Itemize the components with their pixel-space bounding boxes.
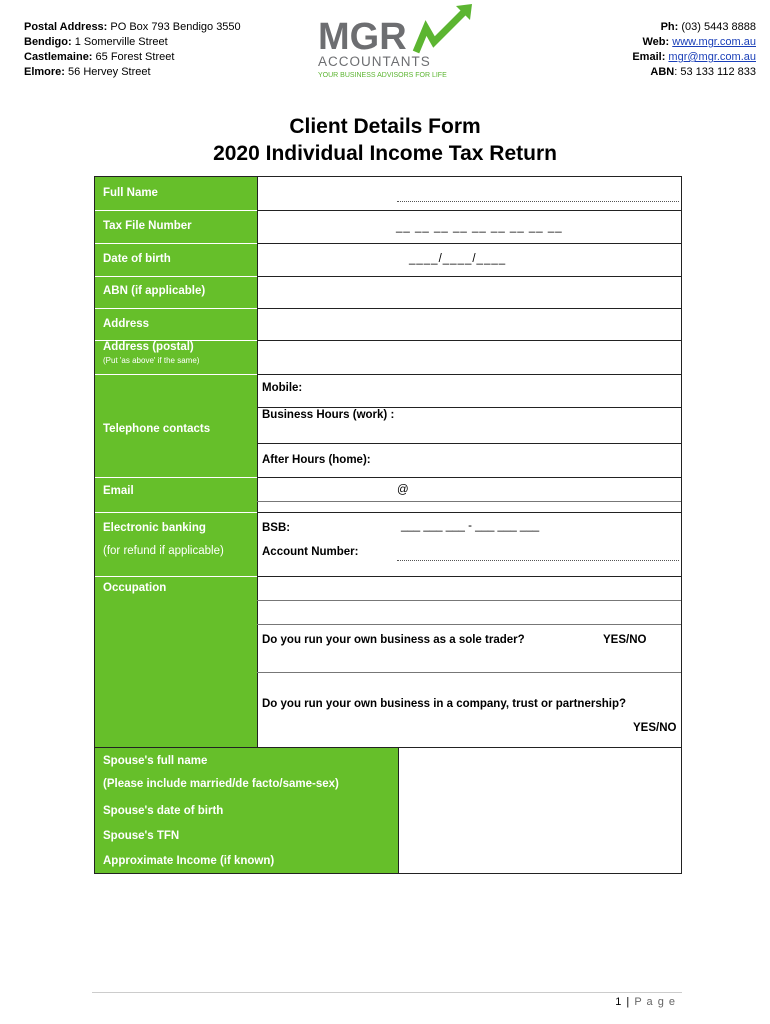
bsb-label: BSB: — [262, 522, 291, 534]
sole-trader-question: Do you run your own business as a sole trader? — [262, 634, 525, 646]
abn: ABN: 53 133 112 833 — [650, 66, 756, 78]
spouse-note: (Please include married/de facto/same-sex) — [103, 778, 339, 790]
web-link[interactable]: www.mgr.com.au — [672, 36, 756, 48]
sole-trader-answer[interactable]: YES/NO — [603, 634, 647, 646]
account-number-label: Account Number: — [262, 546, 359, 558]
occupation-label: Occupation — [103, 582, 167, 594]
mgr-logo — [316, 4, 476, 82]
income-label: Approximate Income (if known) — [103, 855, 275, 867]
address-postal-note: (Put 'as above' if the same) — [103, 356, 200, 365]
address-field[interactable] — [259, 310, 679, 338]
tfn-label: Tax File Number — [103, 220, 192, 232]
email: Email: mgr@mgr.com.au — [632, 51, 756, 63]
banking-note: (for refund if applicable) — [103, 545, 224, 557]
dob-field[interactable]: ____/____/____ — [409, 253, 507, 265]
bendigo-address: Bendigo: 1 Somerville Street — [24, 36, 168, 48]
email-at-sign[interactable]: @ — [397, 484, 409, 496]
spouse-label-column — [95, 747, 398, 873]
full-name-label: Full Name — [103, 187, 158, 199]
bsb-field[interactable]: ___ ___ ___ - ___ ___ ___ — [401, 520, 540, 532]
label-column — [95, 177, 257, 747]
address-label: Address — [103, 318, 150, 330]
spouse-details-field[interactable] — [400, 749, 679, 871]
email-link[interactable]: mgr@mgr.com.au — [668, 51, 756, 63]
company-answer[interactable]: YES/NO — [633, 722, 677, 734]
logo-tagline: YOUR BUSINESS ADVISORS FOR LIFE — [318, 72, 447, 79]
address-postal-label: Address (postal) — [103, 341, 194, 353]
footer-divider — [92, 992, 682, 993]
after-hours-label: After Hours (home): — [262, 454, 371, 466]
spouse-tfn-label: Spouse's TFN — [103, 830, 180, 842]
telephone-label: Telephone contacts — [103, 423, 211, 435]
spouse-dob-label: Spouse's date of birth — [103, 805, 224, 817]
abn-label: ABN (if applicable) — [103, 285, 206, 297]
logo-sub-text: ACCOUNTANTS — [318, 54, 431, 69]
dob-label: Date of birth — [103, 253, 171, 265]
form-title: Client Details Form — [289, 115, 481, 138]
banking-label: Electronic banking — [103, 522, 206, 534]
contact-details — [632, 20, 756, 80]
logo-brand-text: MGR — [318, 16, 407, 58]
company-question: Do you run your own business in a company, trust or partnership? — [262, 698, 626, 710]
web: Web: www.mgr.com.au — [642, 36, 756, 48]
business-hours-label: Business Hours (work) : — [262, 409, 395, 421]
tfn-field[interactable]: __ __ __ __ __ __ __ __ __ — [396, 221, 563, 233]
page-footer: 1 | P a g e — [615, 996, 676, 1008]
full-name-field[interactable] — [397, 201, 679, 202]
spouse-name-label: Spouse's full name — [103, 755, 208, 767]
elmore-address: Elmore: 56 Hervey Street — [24, 66, 151, 78]
form-subtitle: 2020 Individual Income Tax Return — [213, 142, 557, 165]
address-postal-field[interactable] — [259, 342, 679, 372]
account-number-field[interactable] — [397, 560, 679, 561]
mobile-label: Mobile: — [262, 382, 303, 394]
client-details-form — [94, 176, 682, 874]
phone: Ph: (03) 5443 8888 — [660, 21, 756, 33]
office-addresses — [24, 20, 241, 80]
postal-address: Postal Address: PO Box 793 Bendigo 3550 — [24, 21, 241, 33]
email-label: Email — [103, 485, 134, 497]
abn-field[interactable] — [259, 278, 679, 306]
castlemaine-address: Castlemaine: 65 Forest Street — [24, 51, 175, 63]
